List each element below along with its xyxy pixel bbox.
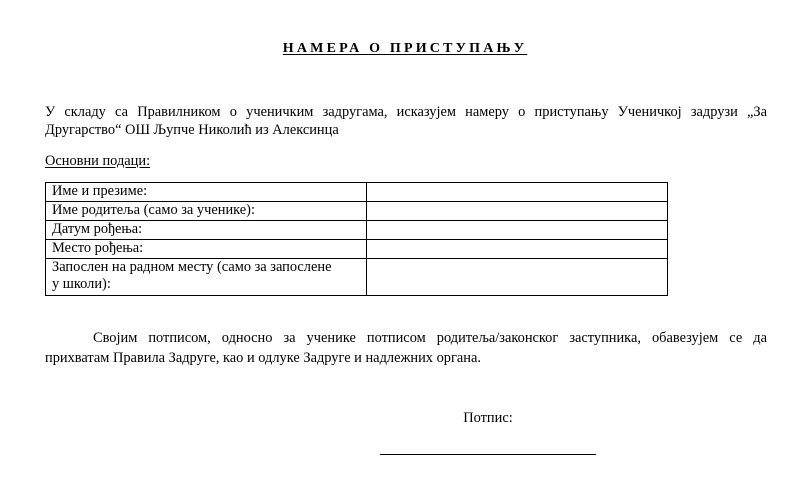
table-row bbox=[46, 221, 668, 240]
row-label-birth-place: Место рођења: bbox=[46, 240, 367, 259]
row-label-parent-name: Име родитеља (само за ученике): bbox=[46, 202, 367, 221]
commitment-paragraph bbox=[45, 328, 767, 368]
row-value-parent-name[interactable] bbox=[366, 202, 667, 221]
signature-line[interactable] bbox=[380, 454, 596, 455]
intro-paragraph bbox=[45, 103, 767, 139]
table-row bbox=[46, 202, 668, 221]
row-value-full-name[interactable] bbox=[366, 183, 667, 202]
signature-label: Потпис: bbox=[463, 410, 513, 426]
intro-line-1: У складу са Правилником о ученичким задругама, исказујем намеру о приступању Ученичкој задрузи „За bbox=[45, 104, 767, 120]
row-label-full-name: Име и презиме: bbox=[46, 183, 367, 202]
section-heading-basic-data: Основни подаци: bbox=[45, 153, 151, 169]
row-label-employment-line-2: у школи): bbox=[52, 276, 111, 292]
table-row bbox=[46, 259, 668, 296]
row-value-employment[interactable] bbox=[366, 259, 667, 296]
commitment-line-2: прихватам Правила Задруге, као и одлуке Задруге и надлежних органа. bbox=[45, 350, 481, 366]
row-label-employment-line-1: Запослен на радном месту (само за запослене bbox=[52, 259, 332, 275]
row-value-birth-place[interactable] bbox=[366, 240, 667, 259]
row-label-employment bbox=[46, 259, 367, 296]
row-value-birth-date[interactable] bbox=[366, 221, 667, 240]
document-title: НАМЕРА О ПРИСТУПАЊУ bbox=[282, 41, 528, 56]
row-label-birth-date: Датум рођења: bbox=[46, 221, 367, 240]
table-row bbox=[46, 183, 668, 202]
commitment-line-1: Својим потписом, односно за ученике потписом родитеља/законског заступника, обавезујем се да bbox=[93, 330, 767, 346]
table-row bbox=[46, 240, 668, 259]
intro-line-2: Другарство“ ОШ Љупче Николић из Алексинца bbox=[45, 122, 339, 138]
basic-data-table bbox=[45, 182, 668, 296]
